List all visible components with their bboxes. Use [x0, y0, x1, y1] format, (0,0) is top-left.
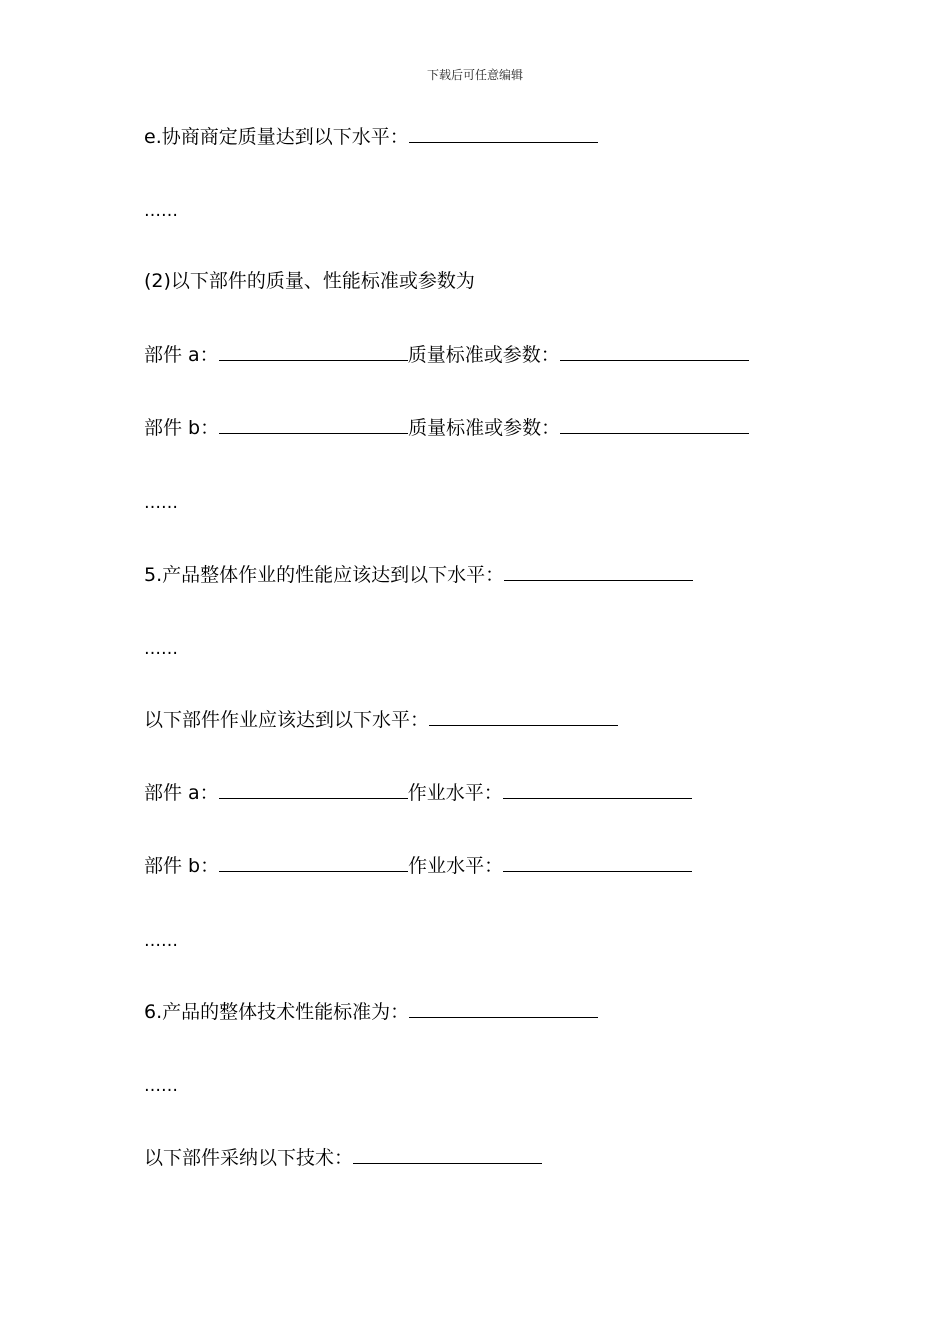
- fill-blank: [219, 415, 408, 434]
- ellipsis-line: [144, 928, 178, 953]
- part-b-quality-line: [144, 415, 749, 440]
- parts-operation-text: 以下部件作业应该达到以下水平：: [144, 709, 430, 731]
- ellipsis-line: [144, 490, 178, 515]
- operation-level-label: 作业水平：: [407, 782, 503, 804]
- clause-e-text: e.协商商定质量达到以下水平：: [144, 126, 409, 148]
- section-5-line: [144, 562, 693, 587]
- fill-blank: [409, 124, 598, 143]
- section-6-text: 6.产品的整体技术性能标准为：: [144, 1001, 410, 1023]
- ellipsis-line: [144, 636, 178, 661]
- page-header: 下载后可任意编辑: [426, 68, 523, 82]
- clause-e-line: [144, 124, 598, 149]
- fill-blank: [219, 342, 408, 361]
- fill-blank: [219, 853, 408, 872]
- ellipsis-line: [144, 198, 178, 223]
- fill-blank: [219, 780, 408, 799]
- ellipsis-text: ……: [144, 639, 178, 659]
- ellipsis-text: ……: [144, 931, 178, 951]
- fill-blank: [503, 853, 692, 872]
- section-2-heading: [144, 269, 475, 293]
- ellipsis-line: [144, 1073, 178, 1098]
- quality-label: 质量标准或参数：: [407, 344, 560, 366]
- part-b-operation-line: [144, 853, 692, 878]
- quality-label: 质量标准或参数：: [408, 417, 561, 439]
- ellipsis-text: ……: [144, 1076, 178, 1096]
- ellipsis-text: ……: [144, 493, 178, 513]
- parts-technology-text: 以下部件采纳以下技术：: [144, 1147, 354, 1169]
- fill-blank: [560, 415, 749, 434]
- fill-blank: [503, 780, 692, 799]
- part-a-label: 部件 a：: [144, 782, 219, 804]
- part-a-label: 部件 a：: [144, 344, 219, 366]
- fill-blank: [504, 562, 693, 581]
- part-b-label: 部件 b：: [144, 855, 220, 877]
- fill-blank: [353, 1145, 542, 1164]
- fill-blank: [429, 707, 618, 726]
- part-a-operation-line: [144, 780, 692, 805]
- section-6-line: [144, 999, 598, 1024]
- ellipsis-text: ……: [144, 201, 178, 221]
- parts-technology-line: [144, 1145, 542, 1170]
- parts-operation-line: [144, 707, 618, 732]
- fill-blank: [409, 999, 598, 1018]
- section-5-text: 5.产品整体作业的性能应该达到以下水平：: [144, 564, 505, 586]
- section-2-text: (2)以下部件的质量、性能标准或参数为: [144, 270, 475, 292]
- fill-blank: [560, 342, 749, 361]
- part-b-label: 部件 b：: [144, 417, 220, 439]
- part-a-quality-line: [144, 342, 749, 367]
- operation-level-label: 作业水平：: [408, 855, 504, 877]
